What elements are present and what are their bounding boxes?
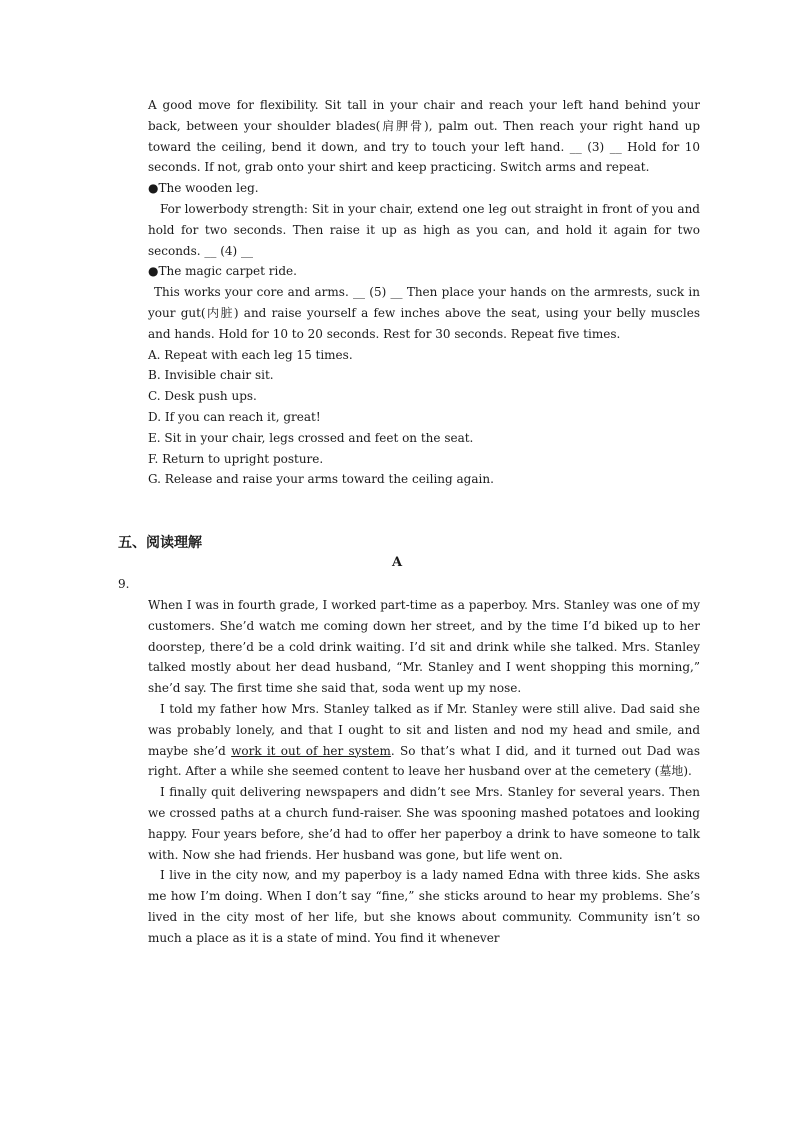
blank-4[interactable]: __ (4) __ [204, 243, 254, 258]
paragraph-text: Hold for 10 seconds. If not, grab onto your shirt and keep practicing. Switch arms and repeat. [148, 139, 700, 175]
paragraph-text: This works your core and arms. [154, 285, 354, 300]
paragraph-text: Then place your hands on the armrests, suck in your gut(内脏) and raise yourself a few inches above the seat, using your belly muscles and hands. Hold for 10 to 20 seconds. Rest for 30 seconds. Repeat five times. [148, 285, 701, 341]
paragraph-text: I told my father how Mrs. Stanley talked as if Mr. Stanley were still alive. Dad said she was probably lonely, and that I ought to sit and listen and nod my head and smile, and maybe she’d [148, 701, 700, 758]
question-number: 9. [118, 577, 130, 591]
cloze-section [148, 95, 700, 490]
option-e: E. Sit in your chair, legs crossed and feet on the seat. [148, 430, 474, 445]
paragraph-wooden-leg [148, 199, 700, 261]
paragraph-text: . So that’s what I did, and it turned out Dad was right. After a while she seemed content to leave her husband over at the cemetery (墓地). [148, 743, 700, 779]
passage-paragraph-4: I live in the city now, and my paperboy is a lady named Edna with three kids. She asks me how I’m doing. When I don’t say “fine,” she sticks around to hear my problems. She’s lived in the city most of her life, but she knows about community. Community isn’t so much a place as it is a state of mind. You find it whenever [148, 868, 700, 945]
passage-letter: A [391, 555, 403, 570]
option-b: B. Invisible chair sit. [148, 368, 274, 383]
reading-passage [148, 595, 700, 949]
bullet-magic-carpet: ●The magic carpet ride. [148, 264, 297, 279]
paragraph-text: A good move for flexibility. Sit tall in your chair and reach your left hand behind your back, between your shoulder blades(肩胛骨), palm out. Then reach your right hand up toward the ceiling, bend it down, and try to touch your left hand. [148, 98, 700, 154]
passage-paragraph-1: When I was in fourth grade, I worked part-time as a paperboy. Mrs. Stanley was one of my customers. She’d watch me coming down her street, and by the time I’d biked up to her doorstep, there’d be a cold drink waiting. I’d sit and drink while she talked. Mrs. Stanley talked mostly about her dead husband, “Mr. Stanley and I went shopping this morning,” she’d say. The first time she said that, soda went up my nose. [148, 598, 700, 696]
option-g: G. Release and raise your arms toward the ceiling again. [148, 472, 494, 487]
blank-5[interactable]: __ (5) __ [353, 285, 403, 300]
option-c: C. Desk push ups. [148, 389, 257, 404]
underlined-phrase: work it out of her system [231, 743, 391, 758]
blank-3[interactable]: __ (3) __ [569, 139, 622, 154]
option-f: F. Return to upright posture. [148, 451, 324, 466]
bullet-wooden-leg: ●The wooden leg. [148, 181, 259, 196]
option-d: D. If you can reach it, great! [148, 409, 321, 424]
section-heading: 五、阅读理解 [118, 535, 202, 551]
paragraph-text: For lowerbody strength: Sit in your chair, extend one leg out straight in front of you and hold for two seconds. Then raise it up as high as you can, and hold it again for two seconds. [148, 201, 700, 258]
passage-paragraph-2 [148, 699, 700, 782]
paragraph-flexibility [148, 95, 700, 178]
paragraph-magic-carpet [148, 282, 700, 344]
option-a: A. Repeat with each leg 15 times. [148, 347, 353, 362]
passage-paragraph-3: I finally quit delivering newspapers and didn’t see Mrs. Stanley for several years. Then we crossed paths at a church fund-raiser. She was spooning mashed potatoes and looking happy. Four years before, she’d had to offer her paperboy a drink to have someone to talk with. Now she had friends. Her husband was gone, but life went on. [148, 785, 700, 862]
